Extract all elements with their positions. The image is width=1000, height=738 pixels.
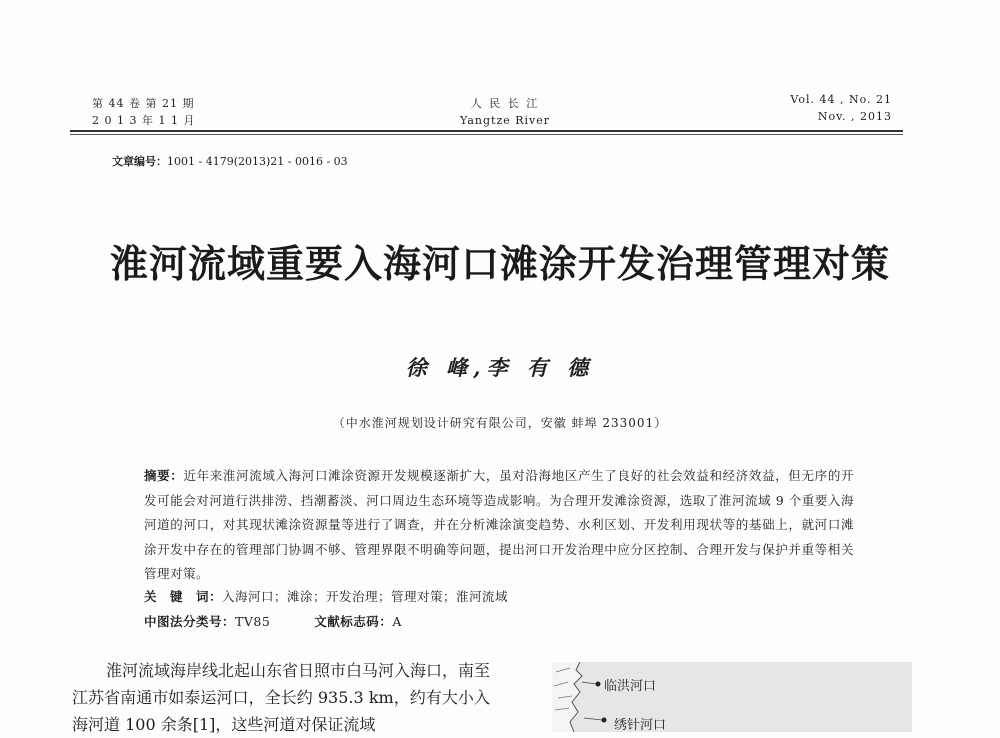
classification xyxy=(144,612,402,630)
journal-name-cn: 人 民 长 江 xyxy=(470,97,540,110)
abstract-label: 摘要： xyxy=(144,468,184,483)
body-paragraph: 淮河流域海岸线北起山东省日照市白马河入海口，南至江苏省南通市如泰运河口，全长约 935.3 km，约有大小入海河道 100 余条[1]，这些河道对保证流域 xyxy=(72,661,491,734)
map-label-linhong-estuary: 临洪河口 xyxy=(604,679,657,694)
keywords xyxy=(144,587,508,605)
keywords-label: 关 键 词： xyxy=(144,589,223,604)
publication-date-en: Nov. , 2013 xyxy=(817,110,892,123)
header-rule-thick xyxy=(70,130,903,132)
volume-issue: 第 44 卷 第 21 期 xyxy=(92,97,195,110)
paper-title: 淮河流域重要入海河口滩涂开发治理管理对策 xyxy=(109,242,890,286)
journal-name-en: Yangtze River xyxy=(459,114,551,127)
doc-code-value: A xyxy=(392,614,402,629)
map-coastline xyxy=(552,662,912,732)
publication-date: 2 0 1 3 年 1 1 月 xyxy=(92,114,196,127)
header-rule-thin xyxy=(70,134,903,135)
paper-authors: 徐 峰,李 有 德 xyxy=(405,355,595,380)
clc-label: 中图法分类号： xyxy=(144,614,236,629)
article-number-label: 文章编号： xyxy=(112,155,167,168)
doc-code-label: 文献标志码： xyxy=(314,614,393,629)
abstract-text: 近年来淮河流域入海河口滩涂资源开发规模逐渐扩大，虽对沿海地区产生了良好的社会效益和经济效益，但无序的开发可能会对河道行洪排涝、挡潮蓄淡、河口周边生态环境等造成影响。为合理开发滩涂资源，选取了淮河流域 9 个重要入海河道的河口，对其现状滩涂资源量等进行了调查，并在分析滩涂演变趋势、水利区划、开发利用现状等的基础上，就河口滩涂开发中存在的管理部门协调不够、管理界限不明确等问题，提出河口开发治理中应分区控制、合理开发与保护并重等相关管理对策。 xyxy=(144,468,854,581)
journal-volume-en xyxy=(790,91,892,125)
journal-issue-info xyxy=(92,95,195,129)
journal-name xyxy=(420,95,590,129)
clc-value: TV85 xyxy=(235,614,271,629)
keywords-text: 入海河口；滩涂；开发治理；管理对策；淮河流域 xyxy=(222,589,509,604)
article-number xyxy=(112,153,348,169)
map-label-xiuzhen-estuary: 绣针河口 xyxy=(614,718,667,732)
volume-issue-en: Vol. 44 , No. 21 xyxy=(790,93,892,106)
article-number-value: 1001 - 4179(2013)21 - 0016 - 03 xyxy=(167,155,348,168)
estuary-map-figure xyxy=(552,662,912,732)
abstract xyxy=(144,464,854,587)
author-affiliation: （中水淮河规划设计研究有限公司，安徽 蚌埠 233001） xyxy=(332,416,668,430)
